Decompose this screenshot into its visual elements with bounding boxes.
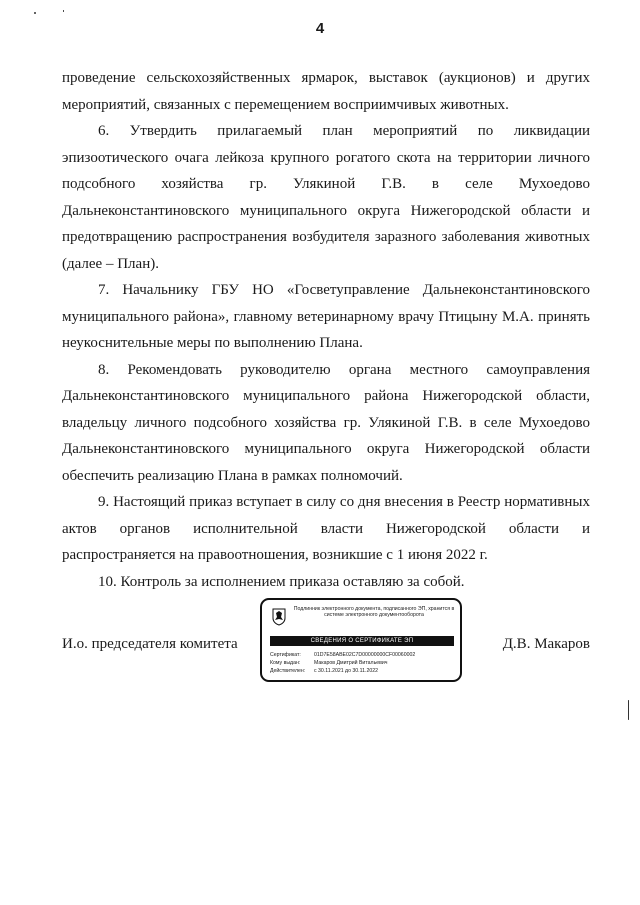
paragraph-8: 8. Рекомендовать руководителю органа местного самоуправления Дальнеконстантиновского муниципального района Нижегородской области, владельцу личного подсобного хозяйства гр. Улякиной Г.В. в селе Мухоедово Дальнеконстантиновского муниципального округа Нижегородской области обеспечить реализацию Плана в рамках полномочий. (62, 361, 590, 484)
scan-mark (628, 700, 629, 720)
issued-to-line (270, 659, 456, 667)
paragraph-5-continuation: проведение сельскохозяйственных ярмарок, выставок (аукционов) и других мероприятий, связанных с перемещением восприимчивых животных. (62, 70, 590, 113)
issued-to-label: Кому выдан: (270, 660, 301, 667)
stamp-header-text: Подлинник электронного документа, подписанного ЭП, хранится в системе электронного документооборота (293, 606, 455, 619)
electronic-signature-stamp (260, 598, 462, 682)
paragraph-6: 6. Утвердить прилагаемый план мероприятий по ликвидации эпизоотического очага лейкоза крупного рогатого скота на территории личного подсобного хозяйства гр. Улякиной Г.В. в селе Мухоедово Дальнеконстантиновского муниципального округа Нижегородской области и предотвращению распространения возбудителя заразного заболевания животных (далее – План). (62, 123, 590, 272)
validity-value: с 30.11.2021 до 30.11.2022 (314, 668, 378, 675)
certificate-value: 01D7E58ABE02C7D00000000CF00060002 (314, 652, 416, 658)
page-number: 4 (315, 20, 325, 37)
coat-of-arms-icon (272, 608, 286, 626)
document-body (62, 65, 590, 595)
stamp-title: СВЕДЕНИЯ О СЕРТИФИКАТЕ ЭП (270, 636, 454, 646)
scan-speck (34, 12, 36, 14)
signatory-name: Д.В. Макаров (502, 636, 590, 652)
validity-line (270, 667, 456, 675)
signatory-position: И.о. председателя комитета (62, 636, 238, 652)
paragraph-10: 10. Контроль за исполнением приказа оставляю за собой. (98, 573, 465, 590)
paragraph-9: 9. Настоящий приказ вступает в силу со дня внесения в Реестр нормативных актов органов исполнительной власти Нижегородской области и распространяется на правоотношения, возникшие с 1 июня 2022 г. (62, 494, 590, 563)
signature-block (62, 598, 590, 688)
certificate-line (270, 651, 456, 659)
stamp-details (270, 651, 456, 676)
issued-to-value: Макаров Дмитрий Витальевич (314, 660, 388, 667)
paragraph-7: 7. Начальнику ГБУ НО «Госветуправление Дальнеконстантиновского муниципального района», главному ветеринарному врачу Птицыну М.А. принять неукоснительные меры по выполнению Плана. (62, 282, 590, 351)
validity-label: Действителен: (270, 668, 306, 675)
certificate-label: Сертификат: (270, 652, 301, 658)
scan-speck (63, 10, 64, 12)
